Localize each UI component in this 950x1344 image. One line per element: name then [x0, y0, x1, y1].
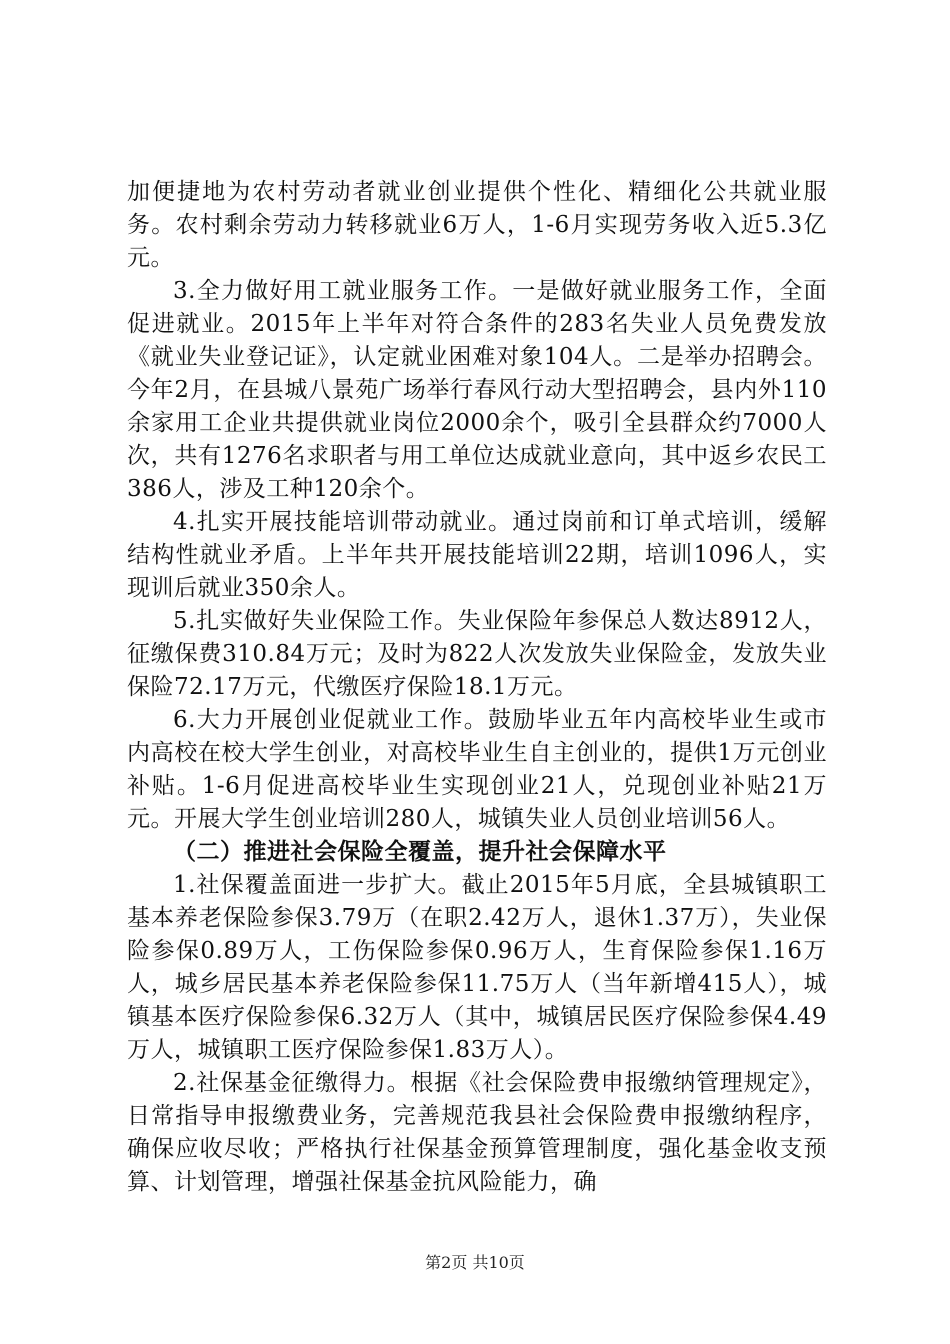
document-body: [127, 176, 827, 1199]
paragraph-coverage-expansion: 1.社保覆盖面进一步扩大。截止2015年5月底，全县城镇职工基本养老保险参保3.79万（在职2.42万人，退休1.37万），失业保险参保0.89万人，工伤保险参保0.96万人，生育保险参保1.16万人，城乡居民基本养老保险参保11.75万人（当年新增415人），城镇基本医疗保险参保6.32万人（其中，城镇居民医疗保险参保4.49万人，城镇职工医疗保险参保1.83万人）。: [127, 872, 827, 1063]
paragraph-unemployment-insurance: 5.扎实做好失业保险工作。失业保险年参保总人数达8912人，征缴保费310.84万元；及时为822人次发放失业保险金，发放失业保险72.17万元，代缴医疗保险18.1万元。: [127, 608, 827, 700]
paragraph-employment-service: 3.全力做好用工就业服务工作。一是做好就业服务工作，全面促进就业。2015年上半年对符合条件的283名失业人员免费发放《就业失业登记证》，认定就业困难对象104人。二是举办招聘会。今年2月，在县城八景苑广场举行春风行动大型招聘会，县内外110余家用工企业共提供就业岗位2000余个，吸引全县群众约7000人次，共有1276名求职者与用工单位达成就业意向，其中返乡农民工386人，涉及工种120余个。: [127, 278, 827, 502]
paragraph-entrepreneurship: 6.大力开展创业促就业工作。鼓励毕业五年内高校毕业生或市内高校在校大学生创业，对高校毕业生自主创业的，提供1万元创业补贴。1-6月促进高校毕业生实现创业21人，兑现创业补贴21万元。开展大学生创业培训280人，城镇失业人员创业培训56人。: [127, 707, 827, 832]
section-heading: （二）推进社会保险全覆盖，提升社会保障水平: [173, 839, 667, 865]
paragraph-skills-training: 4.扎实开展技能培训带动就业。通过岗前和订单式培训，缓解结构性就业矛盾。上半年共开展技能培训22期，培训1096人，实现训后就业350余人。: [127, 509, 827, 601]
paragraph-rural-labor: 加便捷地为农村劳动者就业创业提供个性化、精细化公共就业服务。农村剩余劳动力转移就业6万人，1-6月实现劳务收入近5.3亿元。: [127, 179, 827, 271]
paragraph-fund-collection: 2.社保基金征缴得力。根据《社会保险费申报缴纳管理规定》，日常指导申报缴费业务，完善规范我县社会保险费申报缴纳程序，确保应收尽收；严格执行社保基金预算管理制度，强化基金收支预算、计划管理，增强社保基金抗风险能力，确: [127, 1070, 827, 1195]
page-footer: 第2页 共10页: [425, 1253, 525, 1272]
